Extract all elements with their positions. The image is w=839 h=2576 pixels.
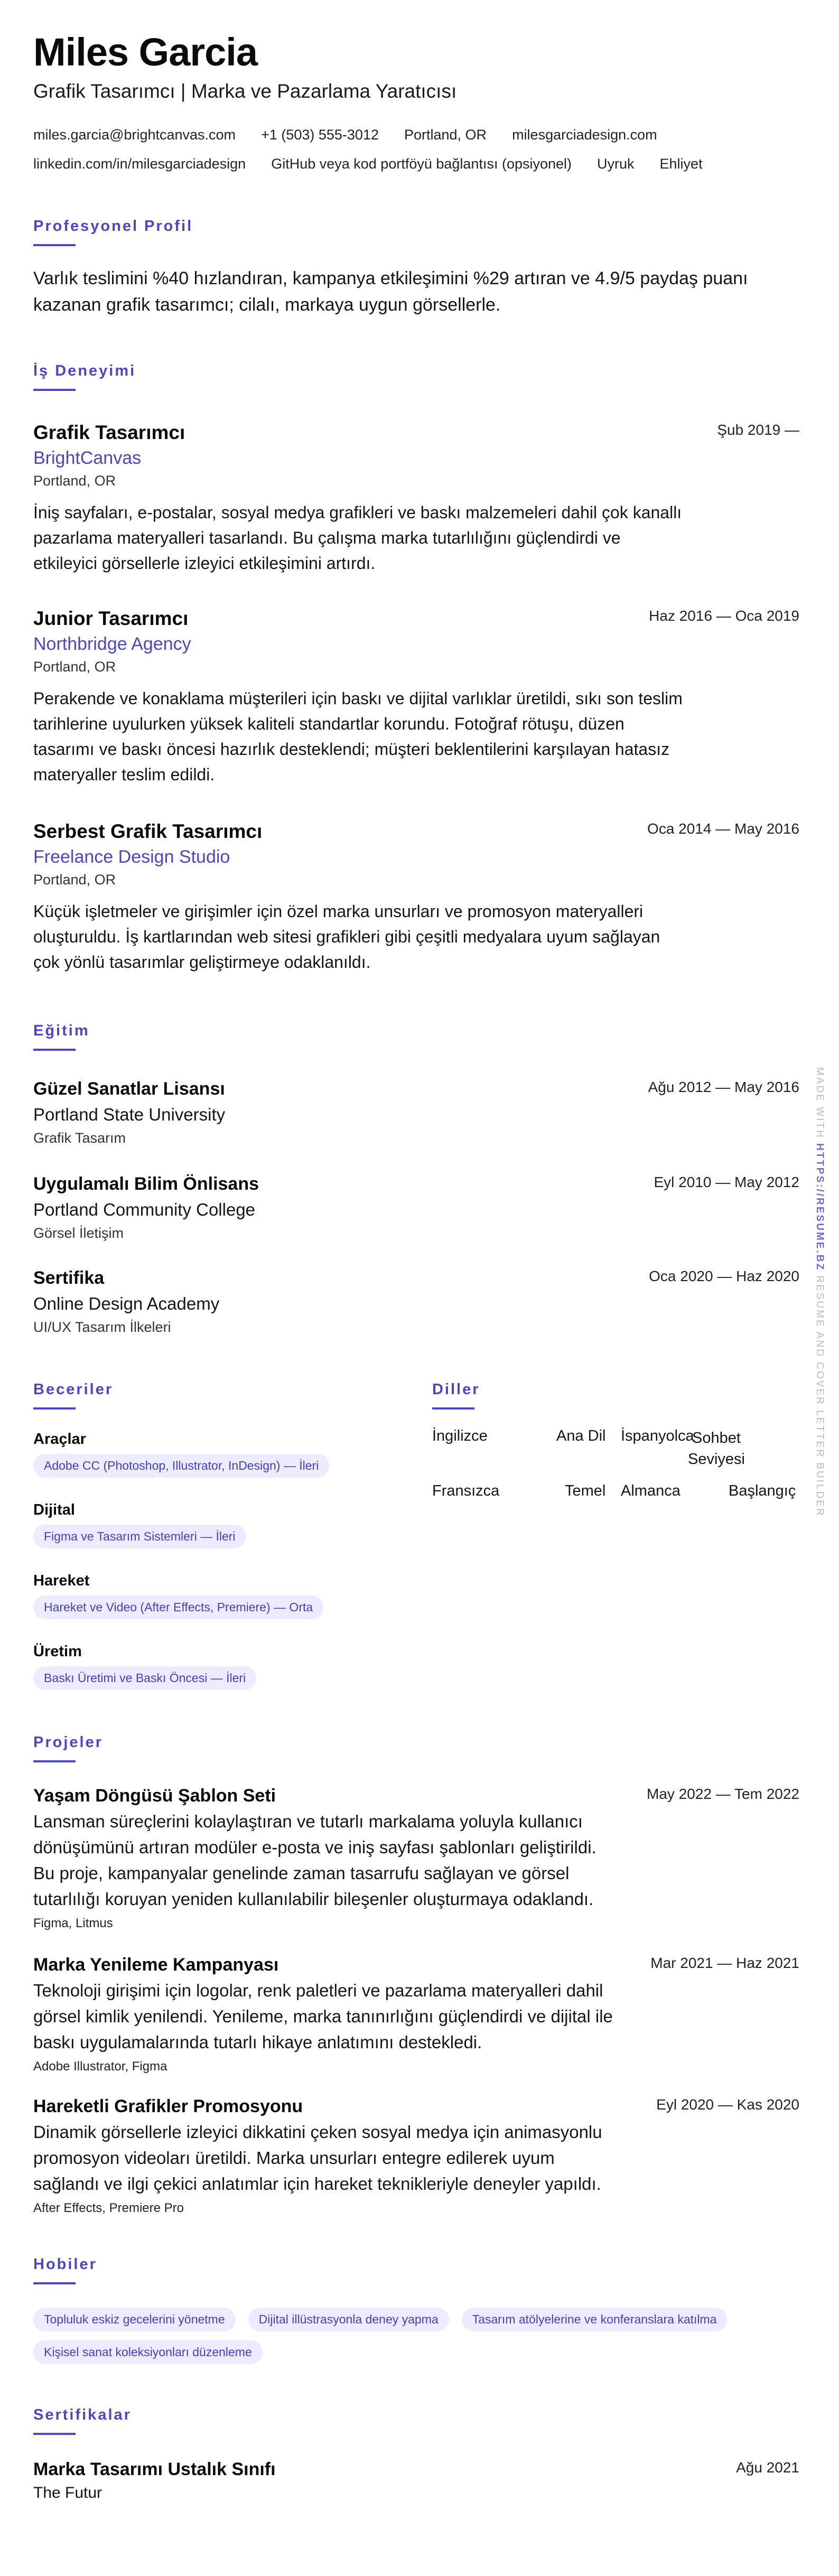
candidate-name: Miles Garcia xyxy=(33,30,258,74)
contact-location: Portland, OR xyxy=(404,127,487,143)
section-rule xyxy=(432,1407,474,1410)
project-tools: Figma, Litmus xyxy=(33,1916,113,1930)
section-rule xyxy=(33,1049,76,1051)
education-field: UI/UX Tasarım İlkeleri xyxy=(33,1319,171,1335)
project-title: Marka Yenileme Kampanyası xyxy=(33,1955,279,1975)
hobby-row xyxy=(33,2340,263,2364)
education-date: Ağu 2012 — May 2016 xyxy=(648,1079,799,1095)
skill-chip: Adobe CC (Photoshop, Illustrator, InDesign) — İleri xyxy=(33,1454,329,1478)
education-degree: Uygulamalı Bilim Önlisans xyxy=(33,1174,259,1194)
job-date: Haz 2016 — Oca 2019 xyxy=(649,608,799,624)
project-date: Mar 2021 — Haz 2021 xyxy=(650,1955,799,1971)
contact-license: Ehliyet xyxy=(659,156,703,172)
contact-nationality: Uyruk xyxy=(597,156,635,172)
skill-chip: Hareket ve Video (After Effects, Premiere) — Orta xyxy=(33,1595,323,1619)
section-rule xyxy=(33,2433,76,2435)
job-title: Junior Tasarımcı xyxy=(33,608,189,629)
contact-email[interactable]: miles.garcia@brightcanvas.com xyxy=(33,127,236,143)
hobby-chip: Kişisel sanat koleksiyonları düzenleme xyxy=(33,2340,263,2364)
job-location: Portland, OR xyxy=(33,872,116,888)
education-field: Grafik Tasarım xyxy=(33,1130,126,1146)
job-company: BrightCanvas xyxy=(33,448,142,468)
job-description: Küçük işletmeler ve girişimler için özel marka unsurları ve promosyon materyalleri oluşturuldu. İş kartlarından web sitesi grafikleri gibi çeşitli medyalara uyum sağlayan çok yönlü tasarımlar geliştirmeye odaklanıldı. xyxy=(33,902,660,972)
candidate-headline: Grafik Tasarımcı | Marka ve Pazarlama Yaratıcısı xyxy=(33,80,457,102)
job-title: Serbest Grafik Tasarımcı xyxy=(33,820,263,842)
contact-website[interactable]: milesgarciadesign.com xyxy=(512,127,657,143)
section-title-projects: Projeler xyxy=(33,1734,103,1751)
project-entry xyxy=(33,1786,799,1931)
job-company: Northbridge Agency xyxy=(33,634,191,654)
job-description: Perakende ve konaklama müşterileri için baskı ve dijital varlıklar üretildi, sıkı son teslim tarihlerine uyulurken yüksek kaliteli standartlar korundu. Fotoğraf rötuşu, düzen tasarımı ve baskı öncesi hazırlık desteklendi; müşteri beklentilerini karşılayan hatasız materyaller teslim edildi. xyxy=(33,689,683,784)
section-rule xyxy=(33,1407,76,1410)
skill-category: Araçlar xyxy=(33,1431,86,1448)
education-entry xyxy=(33,1268,799,1336)
job-title: Grafik Tasarımcı xyxy=(33,422,185,443)
hobby-row xyxy=(33,2308,727,2331)
builder-credit-suffix: RESUME AND COVER LETTER BUILDER xyxy=(814,1275,825,1517)
certificate-date: Ağu 2021 xyxy=(736,2459,799,2476)
section-title-hobbies: Hobiler xyxy=(33,2256,97,2273)
skill-chip: Figma ve Tasarım Sistemleri — İleri xyxy=(33,1525,246,1548)
section-title-languages: Diller xyxy=(432,1381,480,1398)
education-school: Portland State University xyxy=(33,1105,226,1124)
section-rule xyxy=(33,2282,76,2284)
skill-chip: Baskı Üretimi ve Baskı Öncesi — İleri xyxy=(33,1666,256,1690)
project-tools: Adobe Illustrator, Figma xyxy=(33,2059,167,2074)
language-name: İngilizce xyxy=(432,1427,488,1444)
section-title-certificates: Sertifikalar xyxy=(33,2406,132,2423)
contact-github[interactable]: GitHub veya kod portföyü bağlantısı (opsiyonel) xyxy=(271,156,572,172)
builder-credit-link[interactable]: HTTPS://RESUME.BZ xyxy=(814,1143,825,1272)
job-description: İniş sayfaları, e-postalar, sosyal medya grafikleri ve baskı malzemeleri dahil çok kanallı pazarlama materyalleri tasarlandı. Bu çalışma marka tutarlılığını güçlendirdi ve etkileyici görsellerle izleyici etkileşimini artırdı. xyxy=(33,503,682,573)
builder-credit-prefix: MADE WITH xyxy=(814,1067,825,1139)
language-level: Başlangıç xyxy=(729,1482,796,1499)
section-title-skills: Beceriler xyxy=(33,1381,114,1398)
contact-row-primary xyxy=(33,127,657,143)
language-name: İspanyolca xyxy=(621,1427,694,1444)
education-entry xyxy=(33,1174,799,1242)
education-school: Portland Community College xyxy=(33,1200,256,1219)
project-tools: After Effects, Premiere Pro xyxy=(33,2201,184,2215)
project-date: May 2022 — Tem 2022 xyxy=(647,1786,799,1802)
project-description: Dinamik görsellerle izleyici dikkatini çeken sosyal medya için animasyonlu promosyon videoları üretildi. Marka unsurları entegre edilerek uyum sağlandı ve ilgi çekici anlatımlar için hareket teknikleriyle deneyler yapıldı. xyxy=(33,2122,602,2194)
project-title: Yaşam Döngüsü Şablon Seti xyxy=(33,1786,276,1806)
section-rule xyxy=(33,1760,76,1762)
builder-credit xyxy=(814,1067,825,1517)
job-date: Şub 2019 — xyxy=(717,422,799,438)
project-entry xyxy=(33,2096,799,2216)
job-location: Portland, OR xyxy=(33,473,116,489)
education-field: Görsel İletişim xyxy=(33,1225,124,1241)
certificate-title: Marka Tasarımı Ustalık Sınıfı xyxy=(33,2459,276,2479)
language-name: Fransızca xyxy=(432,1482,500,1499)
certificate-org: The Futur xyxy=(33,2484,102,2502)
language-name: Almanca xyxy=(621,1482,680,1499)
profile-summary: Varlık teslimini %40 hızlandıran, kampanya etkileşimini %29 artıran ve 4.9/5 paydaş puanı kazanan grafik tasarımcı; cilalı, markaya uygun görsellerle. xyxy=(33,268,748,315)
hobby-chip: Tasarım atölyelerine ve konferanslara katılma xyxy=(462,2308,728,2331)
certificate-entry xyxy=(33,2459,799,2502)
language-level: Sohbet Seviyesi xyxy=(688,1430,745,1468)
contact-row-secondary xyxy=(33,156,703,172)
section-rule xyxy=(33,244,76,246)
project-description: Teknoloji girişimi için logolar, renk paletleri ve pazarlama materyalleri dahil görsel kimlik yenilendi. Yenileme, marka tanınırlığını güçlendirdi ve dijital ile baskı uygulamalarında tutarlı hikaye anlatımını destekledi. xyxy=(33,1981,613,2052)
job-entry xyxy=(33,422,799,576)
education-degree: Güzel Sanatlar Lisansı xyxy=(33,1079,225,1099)
hobby-chip: Dijital illüstrasyonla deney yapma xyxy=(248,2308,449,2331)
section-rule xyxy=(33,389,76,391)
education-degree: Sertifika xyxy=(33,1268,105,1288)
job-entry xyxy=(33,608,799,787)
skill-category: Dijital xyxy=(33,1501,75,1518)
hobby-chip: Topluluk eskiz gecelerini yönetme xyxy=(33,2308,236,2331)
language-level: Temel xyxy=(565,1482,606,1499)
education-date: Oca 2020 — Haz 2020 xyxy=(649,1268,799,1284)
project-title: Hareketli Grafikler Promosyonu xyxy=(33,2096,303,2116)
skill-category: Üretim xyxy=(33,1643,82,1660)
education-school: Online Design Academy xyxy=(33,1294,220,1313)
job-company: Freelance Design Studio xyxy=(33,847,230,867)
skill-category: Hareket xyxy=(33,1572,90,1589)
education-entry xyxy=(33,1079,799,1146)
contact-linkedin[interactable]: linkedin.com/in/milesgarciadesign xyxy=(33,156,246,172)
job-date: Oca 2014 — May 2016 xyxy=(647,820,799,837)
project-description: Lansman süreçlerini kolaylaştıran ve tutarlı markalama yoluyla kullanıcı dönüşümünü artıran modüler e-posta ve iniş sayfası şablonları geliştirildi. Bu proje, kampanyalar genelinde zaman tasarrufu sağlayan ve görsel tutarlılığı koruyan yeniden kullanılabilir bileşenler oluşturmaya odaklandı. xyxy=(33,1812,596,1909)
section-title-education: Eğitim xyxy=(33,1022,90,1039)
education-date: Eyl 2010 — May 2012 xyxy=(654,1174,799,1190)
section-title-experience: İş Deneyimi xyxy=(33,362,136,379)
contact-phone[interactable]: +1 (503) 555-3012 xyxy=(261,127,379,143)
project-date: Eyl 2020 — Kas 2020 xyxy=(656,2096,799,2113)
job-location: Portland, OR xyxy=(33,659,116,675)
language-level: Ana Dil xyxy=(556,1427,606,1444)
section-title-profile: Profesyonel Profil xyxy=(33,218,193,235)
job-entry xyxy=(33,820,799,975)
project-entry xyxy=(33,1955,799,2074)
